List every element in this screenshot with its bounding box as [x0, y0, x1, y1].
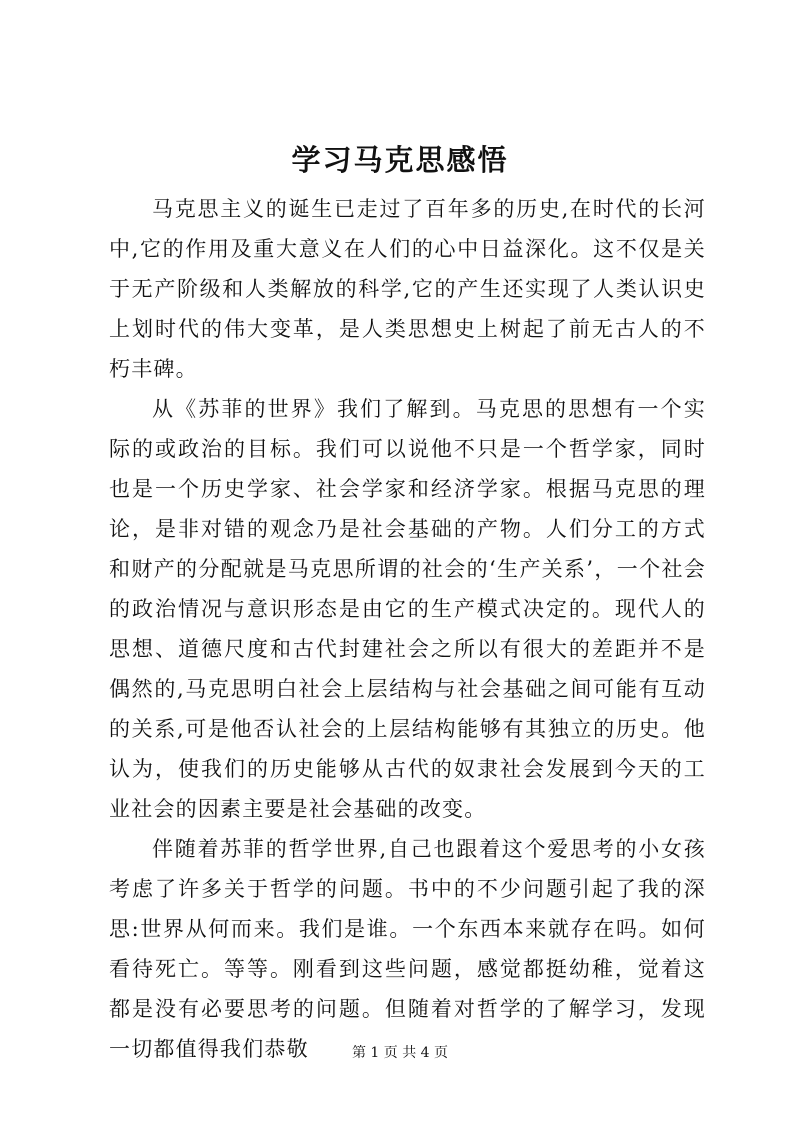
paragraph-3: 伴随着苏菲的哲学世界,自己也跟着这个爱思考的小女孩考虑了许多关于哲学的问题。书中的不少问题引起了我的深思:世界从何而来。我们是谁。一个东西本来就存在吗。如何看待死亡。等等。刚看到这些问题，感觉都挺幼稚，觉着这都是没有必要思考的问题。但随着对哲学的了解学习，发现一切都值得我们恭敬: [109, 837, 706, 1061]
document-title: 学习马克思感悟: [291, 143, 509, 177]
page-number-footer: 第 1 页 共 4 页: [351, 1045, 449, 1061]
paragraph-2: 从《苏菲的世界》我们了解到。马克思的思想有一个实际的或政治的目标。我们可以说他不只是一个哲学家，同时也是一个历史学家、社会学家和经济学家。根据马克思的理论，是非对错的观念乃是社会基础的产物。人们分工的方式和财产的分配就是马克思所谓的社会的‘生产关系’，一个社会的政治情况与意识形态是由它的生产模式决定的。现代人的思想、道德尺度和古代封建社会之所以有很大的差距并不是偶然的,马克思明白社会上层结构与社会基础之间可能有互动的关系,可是他否认社会的上层结构能够有其独立的历史。他认为，使我们的历史能够从古代的奴隶社会发展到今天的工业社会的因素主要是社会基础的改变。: [109, 397, 706, 821]
paragraph-1: 马克思主义的诞生已走过了百年多的历史,在时代的长河中,它的作用及重大意义在人们的心中日益深化。这不仅是关于无产阶级和人类解放的科学,它的产生还实现了人类认识史上划时代的伟大变革，是人类思想史上树起了前无古人的不朽丰碑。: [109, 197, 706, 381]
document-body: [109, 189, 706, 1069]
